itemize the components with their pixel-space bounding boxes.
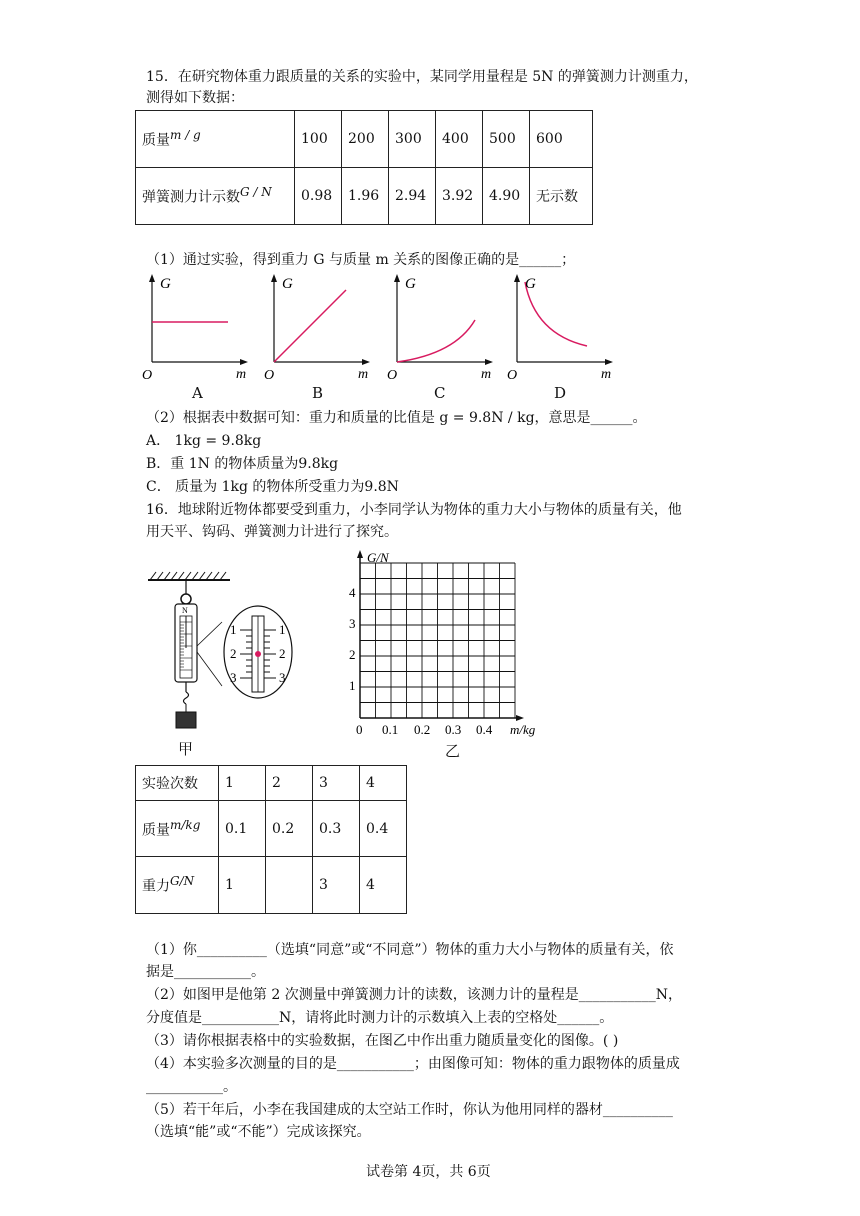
q15-stem-line1: 15．在研究物体重力跟质量的关系的实验中，某同学用量程是 5N 的弹簧测力计测重力，: [146, 69, 698, 85]
spring-scale-figure: [140, 566, 310, 736]
zoom-line-bottom: [197, 652, 222, 686]
grid-ytick-3: 3: [349, 616, 356, 631]
q16-sub1-b: 据是___________。: [146, 964, 265, 980]
zoom-tick-left-2: 2: [230, 646, 237, 661]
q15-sub2: （2）根据表中数据可知：重力和质量的比值是 g = 9.8N / kg，意思是______。: [146, 410, 647, 426]
graph-b-y-arrow: [271, 274, 277, 282]
zoom-tick-right-1: 1: [279, 622, 286, 637]
graph-a-x-arrow: [240, 359, 248, 365]
graph-c-y-arrow: [394, 274, 400, 282]
grid-xtick-1: 0.1: [382, 722, 399, 737]
q16-trial-cell: 1: [219, 766, 266, 801]
q15-force-cell: 2.94: [389, 168, 436, 225]
graph-c-ylabel: G: [405, 276, 416, 292]
q16-weight-cell: 1: [219, 857, 266, 914]
graph-d-y-arrow: [514, 274, 520, 282]
grid-figure: [336, 546, 556, 742]
q16-sub5-b: （选填“能”或“不能”）完成该探究。: [146, 1124, 371, 1140]
q15-data-table: [135, 110, 593, 225]
zoom-tick-right-2: 2: [279, 646, 286, 661]
q16-trial-cell: 4: [360, 766, 407, 801]
scale-ring: [181, 594, 191, 604]
grid-xtick-0: 0: [356, 722, 363, 737]
graph-d: [505, 272, 615, 382]
graph-c: [385, 272, 495, 382]
q16-sub3: （3）请你根据表格中的实验数据，在图乙中作出重力随质量变化的图像。( ): [146, 1033, 619, 1049]
graph-a: [140, 272, 250, 382]
q16-sub4-b: ___________。: [146, 1079, 237, 1095]
grid-x-arrow: [516, 715, 524, 721]
q15-mass-cell: 100: [295, 111, 342, 168]
q16-stem-line1: 16．地球附近物体都要受到重力，小李同学认为物体的重力大小与物体的质量有关，他: [146, 502, 682, 518]
ceiling-hatch: [150, 572, 226, 580]
q15-force-unit: G / N: [240, 185, 272, 200]
graph-d-origin: O: [507, 368, 518, 382]
graph-b-curve: [274, 290, 346, 362]
grid-xlabel: m/kg: [510, 722, 536, 737]
scale-unit: N: [182, 606, 188, 615]
q15-force-label: 弹簧测力计示数: [142, 189, 240, 206]
q16-weight-cell: 4: [360, 857, 407, 914]
graph-d-label: D: [554, 384, 567, 402]
q15-sub1: （1）通过实验，得到重力 G 与质量 m 关系的图像正确的是______；: [146, 252, 576, 268]
zoom-pointer: [255, 651, 261, 657]
q16-weight-cell: 3: [313, 857, 360, 914]
q15-mass-cell: 600: [530, 111, 593, 168]
q15-mass-cell: 400: [436, 111, 483, 168]
q16-weight-label: 重力: [142, 878, 170, 895]
zoom-tick-left-1: 1: [230, 622, 237, 637]
zoom-line-top: [197, 622, 222, 646]
q16-mass-cell: 0.4: [360, 801, 407, 857]
q15-force-cell: 无示数: [530, 168, 593, 225]
q15-mass-label: 质量: [142, 132, 170, 149]
grid-lines: [360, 563, 515, 718]
graph-a-ylabel: G: [160, 276, 171, 292]
grid-ytick-1: 1: [349, 678, 356, 693]
q16-trial-cell: 3: [313, 766, 360, 801]
q15-mass-header: [136, 111, 295, 168]
q15-option-b: B．重 1N 的物体质量为9.8kg: [146, 456, 339, 472]
graph-d-xlabel: m: [601, 367, 612, 382]
zoom-tick-right-3: 3: [279, 670, 286, 685]
q15-mass-cell: 200: [342, 111, 389, 168]
q16-mass-label: 质量: [142, 822, 170, 839]
q15-mass-cell: 300: [389, 111, 436, 168]
graph-c-label: C: [434, 384, 446, 402]
q15-stem-line2: 测得如下数据：: [146, 90, 244, 106]
graph-d-ylabel: G: [525, 276, 536, 292]
q15-force-cell: 4.90: [483, 168, 530, 225]
fig-yi-label: 乙: [445, 742, 461, 760]
grid-ylabel: G/N: [367, 550, 389, 565]
q15-mass-cell: 500: [483, 111, 530, 168]
grid-xtick-2: 0.2: [414, 722, 431, 737]
graph-b-x-arrow: [362, 359, 370, 365]
q15-force-cell: 3.92: [436, 168, 483, 225]
q16-mass-cell: 0.2: [266, 801, 313, 857]
q16-weight-unit: G/N: [170, 874, 195, 889]
q16-weight-cell-blank[interactable]: [266, 857, 313, 914]
fig-jia-label: 甲: [178, 740, 194, 758]
graph-b: [262, 272, 372, 382]
q16-mass-cell: 0.3: [313, 801, 360, 857]
q16-data-table: [135, 765, 407, 914]
q16-sub2-a: （2）如图甲是他第 2 次测量中弹簧测力计的读数，该测力计的量程是___________N，: [146, 987, 682, 1003]
hook-curve: [184, 692, 189, 704]
grid-y-arrow: [357, 550, 363, 558]
page-footer: 试卷第 4页，共 6页: [366, 1164, 491, 1180]
q15-option-a: A． 1kg = 9.8kg: [146, 433, 262, 449]
q16-trial-cell: 2: [266, 766, 313, 801]
graph-c-x-arrow: [485, 359, 493, 365]
q16-stem-line2: 用天平、钩码、弹簧测力计进行了探究。: [146, 524, 398, 540]
q15-option-c: C． 质量为 1kg 的物体所受重力为9.8N: [146, 479, 399, 495]
q16-sub2-b: 分度值是___________N，请将此时测力计的示数填入上表的空格处______。: [146, 1010, 614, 1026]
grid-xtick-3: 0.3: [445, 722, 462, 737]
graph-a-origin: O: [142, 368, 153, 382]
q15-force-header: [136, 168, 295, 225]
q16-sub1-a: （1）你__________（选填“同意”或“不同意”）物体的重力大小与物体的质量有关，依: [146, 942, 674, 958]
graph-b-xlabel: m: [358, 367, 369, 382]
q15-force-cell: 1.96: [342, 168, 389, 225]
graph-c-xlabel: m: [481, 367, 492, 382]
graph-c-origin: O: [387, 368, 398, 382]
graph-b-ylabel: G: [282, 276, 293, 292]
q16-trial-header: 实验次数: [136, 766, 219, 801]
graph-a-y-arrow: [149, 274, 155, 282]
q16-weight-header: [136, 857, 219, 914]
q16-mass-cell: 0.1: [219, 801, 266, 857]
graph-c-curve: [397, 320, 475, 362]
graph-a-label: A: [192, 384, 203, 402]
graph-b-origin: O: [264, 368, 275, 382]
graph-b-label: B: [312, 384, 324, 402]
grid-ytick-2: 2: [349, 647, 356, 662]
q16-sub5-a: （5）若干年后，小李在我国建成的太空站工作时，你认为他用同样的器材__________: [146, 1102, 673, 1118]
q16-mass-header: [136, 801, 219, 857]
q16-sub4-a: （4）本实验多次测量的目的是___________；由图像可知：物体的重力跟物体的质量成: [146, 1056, 680, 1072]
grid-xtick-4: 0.4: [476, 722, 493, 737]
graph-d-x-arrow: [605, 359, 613, 365]
graph-a-xlabel: m: [236, 367, 247, 382]
q16-mass-unit: m/kg: [170, 817, 201, 832]
grid-ytick-4: 4: [349, 585, 356, 600]
q15-mass-unit: m / g: [170, 128, 201, 143]
q15-force-cell: 0.98: [295, 168, 342, 225]
weight-block: [176, 712, 196, 728]
zoom-tick-left-3: 3: [230, 670, 237, 685]
